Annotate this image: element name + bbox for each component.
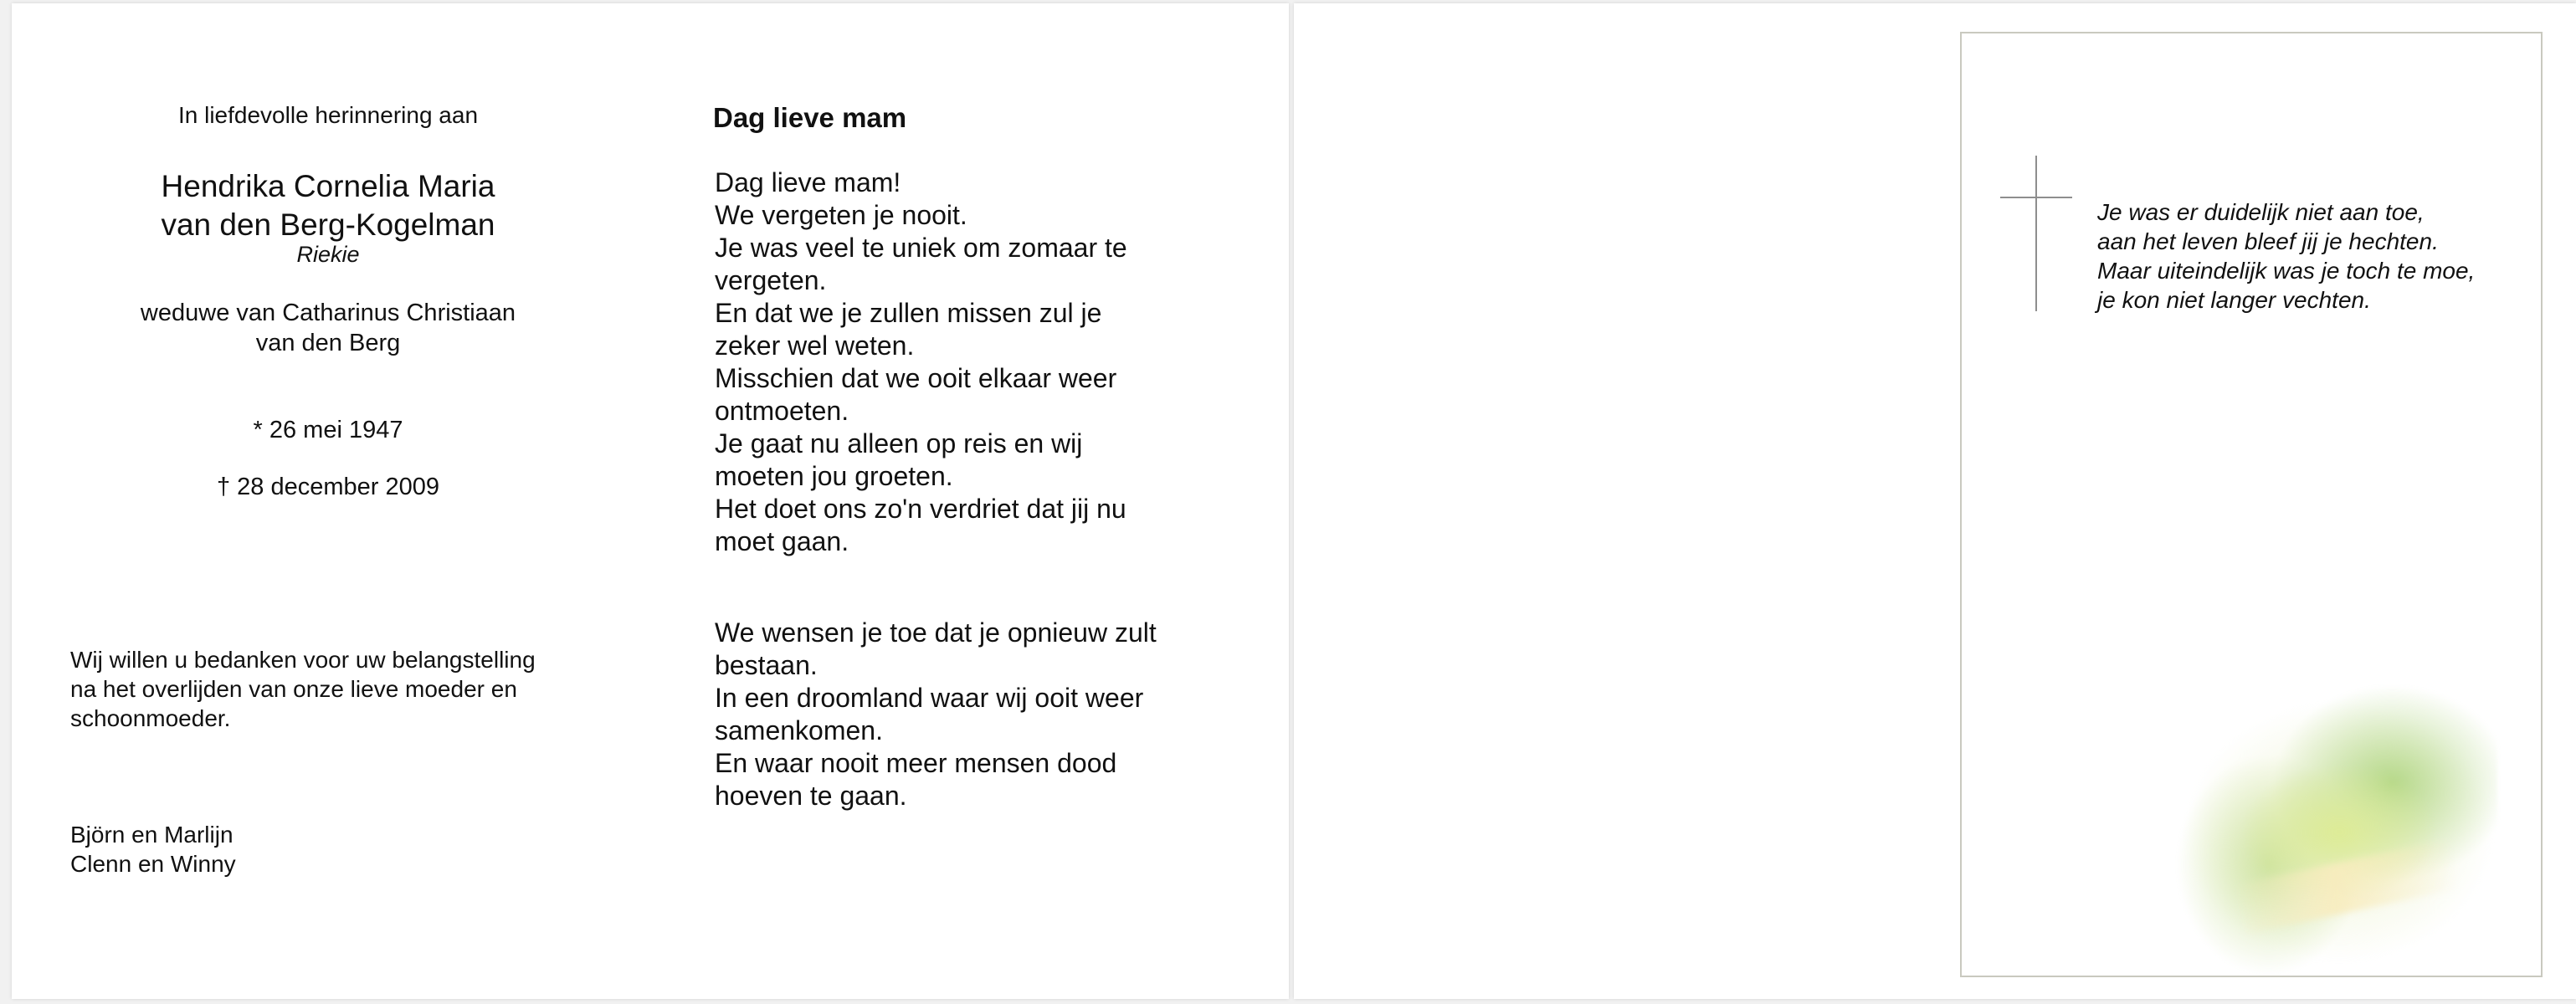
poem-line: Je was veel te uniek om zomaar te xyxy=(715,233,1127,263)
poem-line: hoeven te gaan. xyxy=(715,781,907,811)
widow-line: weduwe van Catharinus Christiaan xyxy=(140,300,516,326)
poem-line: zeker wel weten. xyxy=(715,330,915,361)
nickname: Riekie xyxy=(296,242,360,267)
poem-line: Het doet ons zo'n verdriet dat jij nu xyxy=(715,494,1126,524)
poem-line: En waar nooit meer mensen dood xyxy=(715,748,1117,778)
quote-line: Maar uiteindelijk was je toch te moe, xyxy=(2097,258,2476,284)
card-frame xyxy=(1960,32,2543,977)
poem-line: Misschien dat we ooit elkaar weer xyxy=(715,363,1117,393)
poem-line: Je gaat nu alleen op reis en wij xyxy=(715,428,1083,458)
thanks-line: Wij willen u bedanken voor uw belangstelling xyxy=(70,647,536,673)
quote-line: Je was er duidelijk niet aan toe, xyxy=(2097,199,2425,225)
family-signatures xyxy=(70,820,572,878)
signer: Björn en Marlijn xyxy=(70,822,233,848)
card-right-page xyxy=(1294,3,2576,999)
memorial-quote xyxy=(2097,197,2532,315)
poem-line: We wensen je toe dat je opnieuw zult xyxy=(715,617,1157,648)
quote-line: je kon niet langer vechten. xyxy=(2097,287,2371,313)
poem-stanza-1 xyxy=(715,166,1250,558)
poem-line: bestaan. xyxy=(715,650,818,680)
birth-date: * 26 mei 1947 xyxy=(253,417,403,443)
cross-vertical-bar xyxy=(2035,156,2037,311)
cross-horizontal-bar xyxy=(2000,197,2072,198)
poem-line: Dag lieve mam! xyxy=(715,167,901,197)
death-date: † 28 december 2009 xyxy=(216,474,440,500)
poem-line: moet gaan. xyxy=(715,526,849,556)
thanks-line: schoonmoeder. xyxy=(70,705,231,731)
widow-line: van den Berg xyxy=(255,330,401,356)
poem-line: In een droomland waar wij ooit weer xyxy=(715,683,1144,713)
quote-line: aan het leven bleef jij je hechten. xyxy=(2097,228,2439,254)
name-line: Hendrika Cornelia Maria xyxy=(161,169,495,203)
poem-line: ontmoeten. xyxy=(715,396,849,426)
poem-stanza-2 xyxy=(715,617,1250,812)
poem-line: samenkomen. xyxy=(715,715,883,745)
poem-line: We vergeten je nooit. xyxy=(715,200,967,230)
poem-line: vergeten. xyxy=(715,265,827,295)
intro-text: In liefdevolle herinnering aan xyxy=(177,102,479,128)
thanks-line: na het overlijden van onze lieve moeder en xyxy=(70,676,517,702)
widow-of xyxy=(12,298,644,358)
poem-line: moeten jou groeten. xyxy=(715,461,953,491)
card-left-page xyxy=(12,3,1289,999)
thanks-message xyxy=(70,645,673,733)
poem-line: En dat we je zullen missen zul je xyxy=(715,298,1102,328)
signer: Clenn en Winny xyxy=(70,851,236,877)
landscape-greenery xyxy=(2146,653,2497,979)
deceased-name xyxy=(12,167,644,244)
name-line: van den Berg-Kogelman xyxy=(161,207,495,242)
poem-title: Dag lieve mam xyxy=(713,102,907,133)
